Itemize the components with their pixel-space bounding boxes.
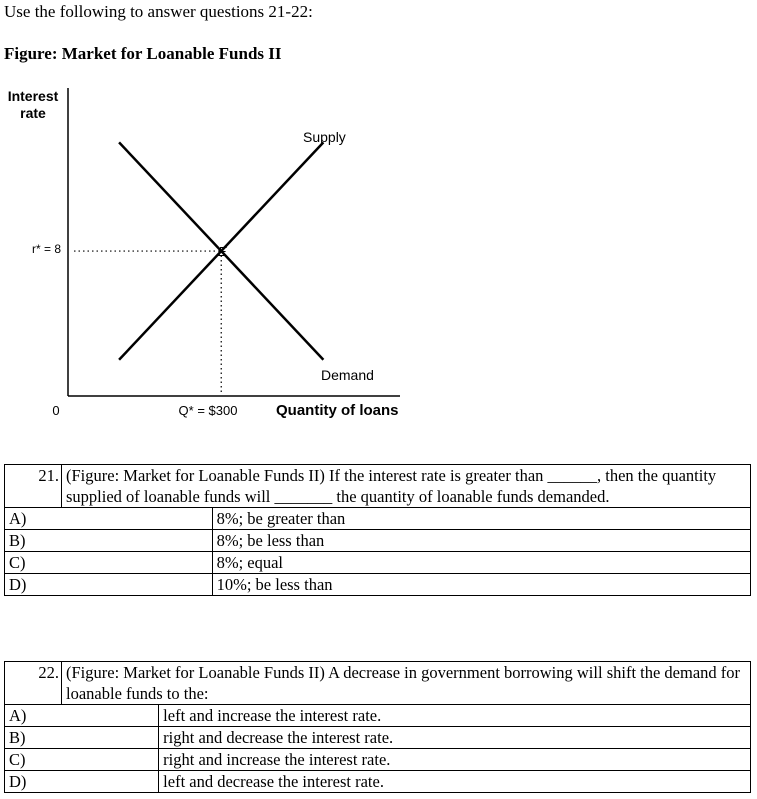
option-row[interactable]	[5, 727, 751, 749]
equilibrium-point-label: E	[218, 244, 227, 259]
y-axis-label-line1: Interest	[7, 88, 59, 104]
equilibrium-rate-label: r* = 8	[31, 242, 61, 256]
option-row[interactable]	[5, 574, 751, 596]
option-letter: C)	[5, 552, 213, 574]
loanable-funds-chart	[0, 80, 420, 430]
option-letter: D)	[5, 574, 213, 596]
option-row[interactable]	[5, 771, 751, 793]
option-text: 8%; be greater than	[212, 508, 750, 530]
equilibrium-quantity-label: Q* = $300	[178, 403, 238, 418]
option-text: right and increase the interest rate.	[159, 749, 751, 771]
x-axis-label: Quantity of loans	[276, 402, 399, 419]
option-text: left and decrease the interest rate.	[159, 771, 751, 793]
option-row[interactable]	[5, 705, 751, 727]
origin-label: 0	[52, 403, 60, 418]
option-text: 10%; be less than	[212, 574, 750, 596]
option-text: left and increase the interest rate.	[159, 705, 751, 727]
option-row[interactable]	[5, 530, 751, 552]
option-text: 8%; be less than	[212, 530, 750, 552]
option-letter: C)	[5, 749, 159, 771]
question-stem: (Figure: Market for Loanable Funds II) A decrease in government borrowing will shift the demand for loanable funds to the:	[62, 662, 751, 705]
option-row[interactable]	[5, 508, 751, 530]
question-21-stem-row	[5, 465, 751, 508]
question-number: 21.	[5, 465, 62, 508]
option-row[interactable]	[5, 749, 751, 771]
option-text: 8%; equal	[212, 552, 750, 574]
question-stem: (Figure: Market for Loanable Funds II) If the interest rate is greater than ______, then the quantity supplied of loanable funds will _______ the quantity of loanable funds demanded.	[62, 465, 751, 508]
option-letter: B)	[5, 530, 213, 552]
option-text: right and decrease the interest rate.	[159, 727, 751, 749]
option-letter: D)	[5, 771, 159, 793]
supply-label: Supply	[303, 129, 346, 145]
y-axis-label-line2: rate	[20, 105, 46, 121]
question-21-table	[4, 464, 751, 596]
question-number: 22.	[5, 662, 62, 705]
question-22-stem-row	[5, 662, 751, 705]
option-letter: B)	[5, 727, 159, 749]
option-letter: A)	[5, 508, 213, 530]
option-row[interactable]	[5, 552, 751, 574]
demand-label: Demand	[321, 367, 374, 383]
figure-title: Figure: Market for Loanable Funds II	[4, 44, 282, 63]
option-letter: A)	[5, 705, 159, 727]
question-22-table	[4, 661, 751, 793]
intro-text: Use the following to answer questions 21-22:	[4, 2, 313, 21]
